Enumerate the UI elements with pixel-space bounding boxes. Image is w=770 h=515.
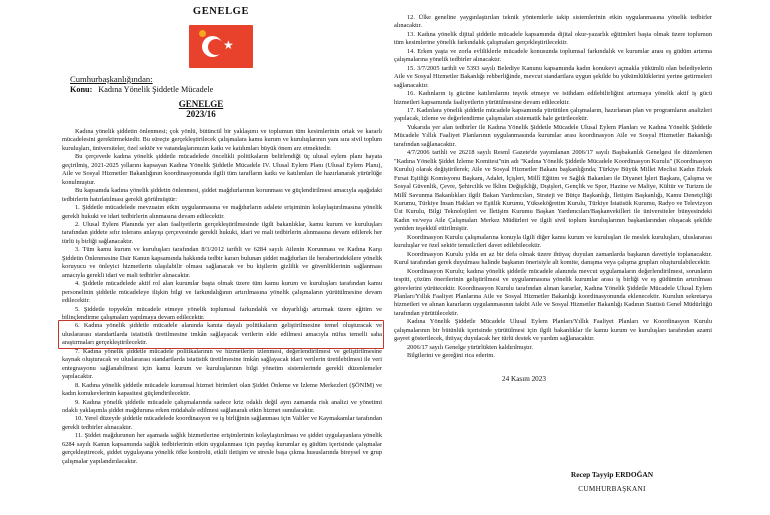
- paragraph-item-12: 12. Ülke geneline yaygınlaştırılan teknik yöntemlerle takip sistemlerinin etkin uygulanmasına yönelik tedbirler alınacaktır.: [394, 14, 712, 30]
- paragraph: Koordinasyon Kurulu; kadına yönelik şiddetle mücadele alanında mevcut uygulamaların değerlendirilmesi, sorunların tespiti, çözüm önerilerinin geliştirilmesi ve uygulanmasına yönelik kurumlar arası iş birliği ve eş güdümün artırılması görevlerini yürütecektir. Koordinasyon Kurulu tarafından alınan kararlar, Kadına Yönelik Şiddetle Mücadele Ulusal Eylem Planları/Yıllık Faaliyet Planlarına Aile ve Sosyal Hizmetler Bakanlığı koordinasyonunda eklenecektir. Kurulun sekretarya hizmetleri ve alınan kararların uygulanmasının takibi Aile ve Sosyal Hizmetler Bakanlığı Kadının Statüsü Genel Müdürlüğü tarafından yürütülecektir.: [394, 267, 712, 317]
- paragraph-item-17: 17. Kadınlara yönelik şiddetle mücadele kapsamında yürütülen çalışmaların, hazırlanan plan ve programların analizleri yapılacak, izleme ve değerlendirme çalışmaları sistematik hale getirilecektir.: [394, 106, 712, 123]
- subject-value: Kadına Yönelik Şiddetle Mücadele: [98, 85, 214, 94]
- paragraph: Kadına Yönelik Şiddetle Mücadele Ulusal Eylem Planları/Yıllık Faaliyet Planları ve Koordinasyon Kurulu çalışmalarının bir bütünlük içerisinde yürütülmesi için ilgili bakanlıklar ile kamu kurum ve kuruluşları tarafından azami gayret gösterilecek, ihtiyaç duyulacak her türlü destek ve yardım sağlanacaktır.: [394, 318, 712, 343]
- paragraph-item-11: 11. Şiddet mağdurunun her aşamada sağlık hizmetlerine erişimlerinin kolaylaştırılması ve şiddet uygulayanlara yönelik 6284 sayılı Kanun kapsamında sağlık tedbirlerinin etkin uygulanması için paydaş kurumlar eş güdüm içerisinde çalışmalar gerçekleştirecek, şiddet uygulayana yönelik öfke kontrolü, etkili iletişim ve stresle başa çıkma hususlarında bireysel ve grup çalışmalar yapılandırılacaktır.: [62, 432, 382, 465]
- signatory-role: CUMHURBAŞKANI: [578, 485, 646, 493]
- paragraph-repeal: 2006/17 sayılı Genelge yürürlükten kaldırılmıştır.: [407, 343, 533, 351]
- paragraph-item-15: 15. 3/7/2005 tarihli ve 5393 sayılı Belediye Kanunu kapsamında kadın konukevi açmakla yükümlü olan belediyelerin Aile ve Sosyal Hizmetler Bakanlığı rehberliğinde, mevcut standartlara uygun şekilde bu yükümlülüklerini yerine getirmeleri sağlanacaktır.: [394, 64, 712, 89]
- paragraph: Koordinasyon Kurulu yılda en az bir defa olmak üzere ihtiyaç duyulan zamanlarda başkanın davetiyle toplanacaktır. Kurul tarafından gerek duyulması halinde başkanın önerisiyle alt komite, danışma veya çalışma grupları oluşturulabilecektir.: [394, 250, 712, 267]
- paragraph-item-5: 5. Şiddetle topyekûn mücadele etmeye yönelik toplumsal farkındalık ve duyarlılığı artırmak üzere eğitim ve bilinçlendirme çalışmaları yapılmaya devam edilecektir.: [62, 305, 382, 321]
- paragraph-item-8: 8. Kadına yönelik şiddetle mücadele kurumsal hizmet birimleri olan Şiddet Önleme ve İzleme Merkezleri (ŞÖNİM) ve kadın konukevlerinin kapasitesi güçlendirilecektir.: [62, 381, 382, 398]
- paragraph: Kadına yönelik şiddetin önlenmesi; çok yönlü, bütüncül bir yaklaşımı ve toplumun tüm kesimlerinin ortak ve kararlı mücadelesini gerektirmektedir. Bu süreçte gerçekleştirilecek çalışmalara kamu kurum ve kuruluşlarının yanı sıra sivil toplum kuruluşları, üniversiteler, özel sektör ve vatandaşlarımızın katkı ve katılımları büyük önem arz etmektedir.: [62, 128, 382, 152]
- paragraph-item-14: 14. Erken yaşta ve zorla evliliklerle mücadele konusunda toplumsal farkındalık ve kurumlar arası eş güdüm artırma çalışmalarına yönelik tedbirler alınacaktır.: [394, 47, 712, 64]
- paragraph-item-16: 16. Kadınların iş gücüne katılımlarını teşvik etmeye ve istihdam edilebilirliğini artırmaya yönelik aktif iş gücü hizmetleri kapsamında faaliyetlerin yürütülmesine devam edilecektir.: [394, 90, 712, 106]
- issuing-authority: Cumhurbaşkanlığından:: [70, 74, 153, 84]
- subject-line: [70, 85, 380, 94]
- paragraph: 4/7/2006 tarihli ve 26218 sayılı Resmî Gazete'de yayımlanan 2006/17 sayılı Başbakanlık Genelgesi ile düzenlenen "Kadına Yönelik Şiddet İzleme Komitesi"nin adı "Kadına Yönelik Şiddetle Mücadele Koordinasyon Kurulu" (Koordinasyon Kurulu) olarak değiştirilerek; Aile ve Sosyal Hizmetler Bakanı başkanlığında; Türkiye Büyük Millet Meclisi Kadın Erkek Fırsat Eşitliği Komisyonu Başkanı, Adalet, İçişleri, Millî Eğitim ve Sağlık Bakanları ile Diyanet İşleri Başkanı, Çalışma ve Sosyal Güvenlik, Çevre, Şehircilik ve İklim Değişikliği, Dışişleri, Gençlik ve Spor, Hazine ve Maliye, Kültür ve Turizm ile Millî Savunma Bakanlıkları ilgili Bakan Yardımcıları, Strateji ve Bütçe Başkanlığı, İletişim Başkanlığı, Kamu Denetçiliği Kurumu, Türkiye İnsan Hakları ve Eşitlik Kurumu, Yükseköğretim Kurulu, Türkiye İstatistik Kurumu, Radyo ve Televizyon Üst Kurulu, Bilgi Teknolojileri ve İletişim Kurumu Başkan Yardımcıları/Başkanvekilleri ile üniversiteler bünyesindeki Kadın ve/veya Aile Çalışmaları Merkez Müdürleri ve ilgili sivil toplum kuruluşlarının başkanlarından oluşacak şekilde yeniden teşekkül ettirilmiştir.: [394, 149, 712, 233]
- paragraph-item-2: 2. Ulusal Eylem Planında yer alan faaliyetlerin gerçekleştirilmesinde ilgili bakanlıklar, kamu kurum ve kuruluşları tarafından şiddete sıfır tolerans anlayışı çerçevesinde gerekli hukuki, idari ve mali tedbirlerin alınmasına devam edilerek her türlü iş birliği sağlanacaktır.: [62, 220, 382, 245]
- flag-accent-dot: [199, 30, 206, 37]
- signature-block: [512, 470, 712, 493]
- left-text-column: [62, 128, 382, 466]
- right-text-column: [394, 14, 712, 383]
- paragraph-item-7: 7. Kadına yönelik şiddetle mücadele politikalarının ve hizmetlerin izlenmesi, değerlendirilmesi ve geliştirilmesine kaynak oluşturacak ve uluslararası standartlarda istatistik üretilmesine imkân sağlayacak idari verilerin üretilebilmesi ile veri entegrasyonu sağlanabilmesi için kamu kurum ve kuruluşlarının bilgi yönetim sistemlerinde gerekli düzenlemeler yapılacaktır.: [62, 347, 382, 381]
- crescent-cutout: [208, 39, 224, 55]
- document-header: [62, 6, 380, 119]
- emblem-container: [62, 25, 380, 68]
- circular-reference: [62, 99, 380, 119]
- paragraph: Koordinasyon Kurulu çalışmalarına konuyla ilgili diğer kamu kurum ve kuruluşları ile meslek kuruluşları, uluslararası kuruluşlar ve özel sektör temsilcileri davet edilebilecektir.: [394, 233, 712, 250]
- paragraph-item-1: 1. Şiddetle mücadelede mevzuatın etkin uygulanmasına ve mağdurların adalete erişiminin kolaylaştırılmasına yönelik gerekli hukuki ve idari tedbirlerin alınmasına devam edilecektir.: [62, 204, 382, 220]
- paragraph: Bu kapsamda kadına yönelik şiddetin önlenmesi, şiddet mağdurlarının korunması ve güçlendirilmesi amacıyla aşağıdaki tedbirlerin hatırlatılması gerekli görülmüştür:: [62, 187, 382, 203]
- paragraph-closing: Bilgilerini ve gereğini rica ederim.: [407, 352, 495, 360]
- turkish-flag-icon: [189, 25, 253, 68]
- paragraph-item-10: 10. Yerel düzeyde şiddetle mücadelede koordinasyon ve iş birliğinin sağlanması için Valiler ve Kaymakamlar tarafından gerekli tedbirler alınacaktır.: [62, 415, 382, 431]
- signatory-name: Recep Tayyip ERDOĞAN: [570, 470, 654, 479]
- circular-word: GENELGE: [178, 99, 224, 109]
- paragraph-item-6-highlighted: [62, 322, 382, 347]
- circular-number: 2023/16: [186, 109, 216, 119]
- paragraph: Bu çerçevede kadına yönelik şiddetle mücadelede öncelikli politikaların belirlendiği üç ulusal eylem planı hayata geçirilmiş, 2021-2025 yıllarını kapsayan Kadına Yönelik Şiddetle Mücadele IV. Ulusal Eylem Planı (Ulusal Eylem Planı), Aile ve Sosyal Hizmetler Bakanlığının koordinasyonunda ilgili tüm tarafların katkı ve katılımları ile hazırlanarak yürürlüğe konulmuştur.: [62, 153, 382, 186]
- paragraph-item-13: 13. Kadına yönelik dijital şiddetle mücadele kapsamında dijital okur-yazarlık eğitimleri başta olmak üzere toplumun tüm kesimlerine yönelik farkındalık çalışmaları gerçekleştirilecektir.: [394, 30, 712, 47]
- highlighted-text: 6. Kadına yönelik şiddetle mücadele alanında kanıta dayalı politikaların geliştirilmesine temel oluşturacak ve uluslararası standartlarda istatistik üretilmesine imkân sağlayacak verilerin elde edilmesi amacıyla nüfus temelli saha araştırmaları gerçekleştirilecektir.: [62, 322, 382, 347]
- paragraph: Yukarıda yer alan tedbirler ile Kadına Yönelik Şiddetle Mücadele Ulusal Eylem Planları ve Kadına Yönelik Şiddetle Mücadele Yıllık Faaliyet Planlarının uygulanmasında kurumlar arası koordinasyon Aile ve Sosyal Hizmetler Bakanlığı tarafından sağlanacaktır.: [394, 123, 712, 148]
- page-title: GENELGE: [192, 6, 250, 17]
- document-date: 24 Kasım 2023: [502, 374, 546, 383]
- subject-label: Konu:: [70, 85, 93, 94]
- paragraph-item-9: 9. Kadına yönelik şiddetle mücadele çalışmalarında sadece kriz odaklı değil aynı zamanda risk analizi ve yönetimi odaklı yaklaşımla şiddet mağduruna erken müdahale edilmesi sağlanarak etkin hizmet sunulacaktır.: [62, 398, 382, 414]
- paragraph-item-3: 3. Tüm kamu kurum ve kuruluşları tarafından 8/3/2012 tarihli ve 6284 sayılı Ailenin Korunması ve Kadına Karşı Şiddetin Önlenmesine Dair Kanun kapsamında hakkında tedbir kararı bulunan şiddet mağdurları ile beraberindekilere yönelik koruyucu ve önleyici hizmetlerin ulaşılabilir olması sağlanacak ve bu kişilerin gizlilik ve güvenliklerinin sağlanması amacıyla gerekli idari ve mali tedbirler alınacaktır.: [62, 246, 382, 279]
- paragraph-item-4: 4. Şiddetle mücadelede aktif rol alan kurumlar başta olmak üzere tüm kamu kurum ve kuruluşları tarafından kamu personelinin şiddetle mücadeleye ilişkin bilgi ve farkındalığının artırılmasına yönelik çalışmaların yürütülmesine devam edilecektir.: [62, 280, 382, 305]
